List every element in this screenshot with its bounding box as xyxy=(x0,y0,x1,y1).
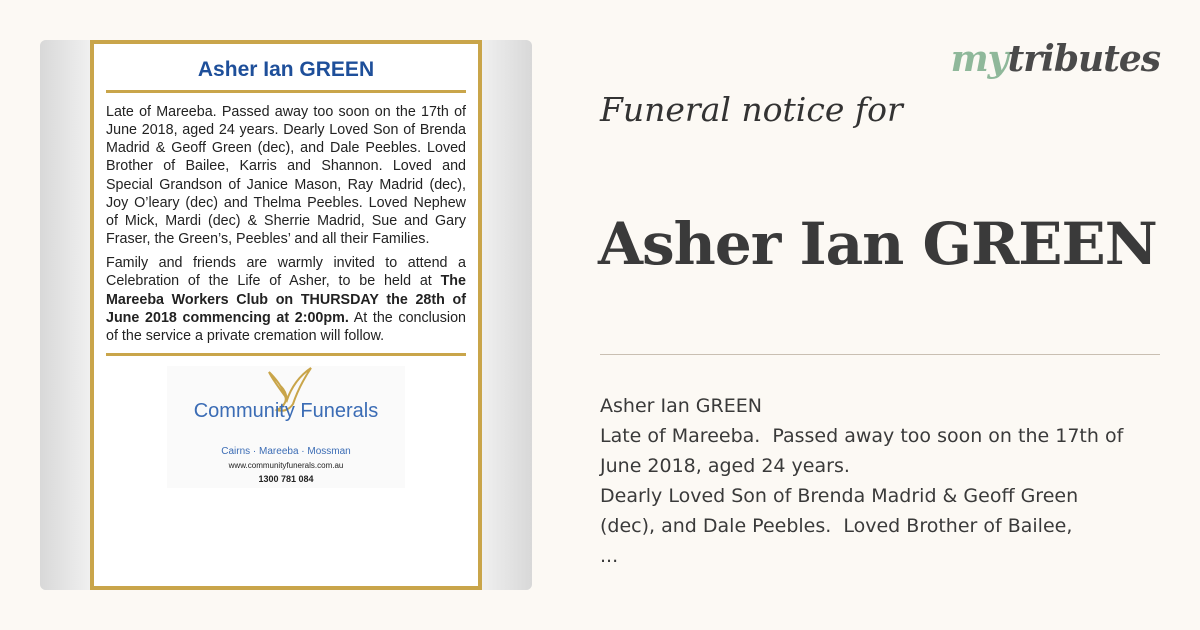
notice-card xyxy=(90,40,482,590)
image-blur-left xyxy=(40,40,90,590)
service-venue-time: The Mareeba Workers Club on THURSDAY the 28th of June 2018 commencing at 2:00pm. xyxy=(106,273,466,326)
brand-my: my xyxy=(950,38,1008,80)
excerpt-line: Late of Mareeba. Passed away too soon on the 17th of xyxy=(600,425,1124,447)
page-subtitle: Funeral notice for xyxy=(600,90,903,129)
divider xyxy=(106,353,466,356)
notice-paragraph: Late of Mareeba. Passed away too soon on the 17th of June 2018, aged 24 years. Dearly Loved Son of Brenda Madrid & Geoff Green (dec), and Dale Peebles. Loved Brother of Bailee, Karris and Shannon. Loved and Special Grandson of Janice Mason, Ray Madrid (dec), Joy O’leary (dec) and Thelma Peebles. Loved Nephew of Mick, Mardi (dec) & Sherrie Madrid, Sue and Gary Fraser, the Green’s, Peebles’ and all their Families. xyxy=(106,104,466,248)
notice-title: Asher Ian GREEN xyxy=(197,58,375,81)
excerpt-line: June 2018, aged 24 years. xyxy=(600,455,850,477)
logo-phone: 1300 781 084 xyxy=(258,474,314,485)
excerpt-line: Asher Ian GREEN xyxy=(600,395,762,417)
service-text-end: At the conclusion of the service a private cremation will follow. xyxy=(106,309,466,344)
funeral-director-logo xyxy=(167,366,405,488)
logo-towns: Cairns · Mareeba · Mossman xyxy=(221,446,351,458)
excerpt-ellipsis: ... xyxy=(600,545,619,567)
page-title: Asher Ian GREEN xyxy=(598,210,1157,278)
logo-name: Community Funerals xyxy=(193,400,379,423)
mytributes-logo[interactable] xyxy=(951,38,1160,80)
logo-url: www.communityfunerals.com.au xyxy=(228,461,344,471)
funeral-notice-image xyxy=(40,40,532,590)
image-blur-right xyxy=(482,40,532,590)
notice-service-details xyxy=(106,254,466,345)
excerpt-line: (dec), and Dale Peebles. Loved Brother of Bailee, xyxy=(600,515,1073,537)
brand-tributes: tributes xyxy=(1007,38,1160,80)
divider xyxy=(600,354,1160,355)
excerpt-line: Dearly Loved Son of Brenda Madrid & Geoff Green xyxy=(600,485,1079,507)
divider xyxy=(106,90,466,93)
notice-excerpt xyxy=(600,391,1160,571)
service-text-start: Family and friends are warmly invited to attend a Celebration of the Life of Asher, to be held at xyxy=(106,255,466,290)
